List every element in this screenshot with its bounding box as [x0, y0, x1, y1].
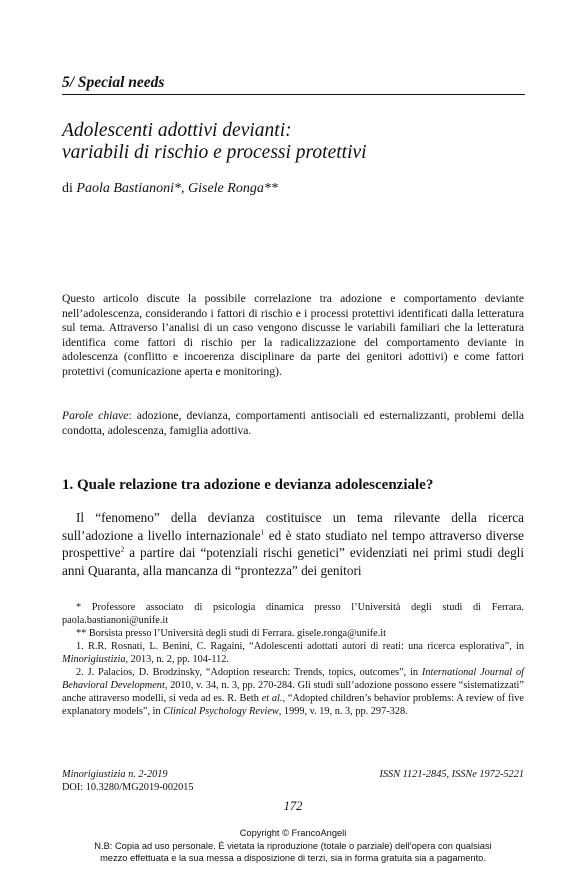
footnote-2: [62, 666, 524, 718]
section-header: 5/ Special needs: [62, 74, 525, 95]
footnote-author-1: * Professore associato di psicologia dinamica presso l’Università degli studi di Ferrara. paola.bastianoni@unife.it: [62, 602, 524, 626]
section-heading: 1. Quale relazione tra adozione e devianza adolescenziale?: [62, 477, 434, 493]
copyright-line-3: mezzo effettuata e la sua messa a disposizione di terzi, sia in forma gratuita sia a pagamento.: [100, 853, 486, 863]
abstract: Questo articolo discute la possibile correlazione tra adozione e comportamento deviante nell’adolescenza, considerando i fattori di rischio e i processi protettivi identificati dalla letteratura sul tema. Attraverso l’analisi di un caso vengono discusse le variabili familiari che la letteratura identifica come fattori di rischio per la radicalizzazione del comportamento deviante in adolescenza (conflitto e incoerenza disciplinare da parte dei genitori adottivi) e come fattori protettivi (comunicazione aperta e monitoring).: [62, 292, 524, 378]
article-title: [62, 120, 532, 164]
footnote-1: [62, 640, 524, 666]
title-line-1: Adolescenti adottivi devianti:: [62, 120, 292, 141]
paragraph-text: ed è stato studiato nel tempo attraverso diverse prospettive: [62, 527, 524, 560]
copyright-line-2: N.B: Copia ad uso personale. È vietata la riproduzione (totale o parziale) dell’opera con qualsiasi: [94, 840, 492, 851]
footnote-ref-1[interactable]: 1: [260, 527, 265, 537]
footnote-ref-2[interactable]: 2: [120, 544, 125, 554]
issn: ISSN 1121-2845, ISSNe 1972-5221: [379, 769, 524, 780]
footnote-etal: et al.: [261, 693, 283, 704]
footnote-journal: Clinical Psychology Review: [163, 706, 279, 717]
journal-name: Minorigiustizia n. 2-2019: [62, 769, 168, 780]
title-line-2: variabili di rischio e processi protettivi: [62, 142, 367, 163]
footnote-text: 2. J. Palacios, D. Brodzinsky, “Adoption research: Trends, topics, outcomes”, in: [76, 667, 422, 678]
keywords: [62, 409, 524, 438]
doi[interactable]: DOI: 10.3280/MG2019-002015: [62, 781, 194, 793]
page-number: 172: [283, 799, 303, 813]
footnote-journal: Minorigiustizia: [62, 654, 126, 665]
paragraph-text: Il “fenomeno” della devianza costituisce un tema rilevante della ricerca sull’adozione a livello internazionale: [62, 510, 524, 543]
body-text: [62, 509, 524, 579]
paragraph-text: a partire dai “potenziali rischi genetici” evidenziati nei primi studi degli anni Quaranta, alla mancanza di “prontezza” dei genitori: [62, 545, 524, 578]
keywords-label: Parole chiave: [62, 409, 129, 422]
author-names: Paola Bastianoni*, Gisele Ronga**: [76, 181, 278, 196]
footnote-text: , “Adopted children’s behavior problems: A review of five explanatory models”, in: [62, 693, 524, 717]
paragraph: [62, 509, 524, 579]
footnote-author-2: ** Borsista presso l’Università degli studi di Ferrara. gisele.ronga@unife.it: [76, 628, 387, 639]
footnote-text: , 2013, n. 2, pp. 104-112.: [125, 654, 229, 665]
copyright-notice: [0, 827, 586, 865]
footnote-journal: International Journal of Behavioral Development: [62, 667, 524, 691]
footnote-text: 1. R.R. Rosnati, L. Benini, C. Ragaini, “Adolescenti adottati autori di reati: una ricerca esplorativa”, in: [76, 641, 524, 652]
footnote-text: , 2010, v. 34, n. 3, pp. 270-284. Gli studi sull’adozione possono essere “sistematizzati” anche attraverso modelli, si veda ad es. R. Beth: [62, 680, 524, 704]
authors: [62, 181, 278, 197]
footnote-text: , 1999, v. 19, n. 3, pp. 297-328.: [278, 706, 408, 717]
copyright-line-1: Copyright © FrancoAngeli: [239, 828, 347, 838]
authors-prefix: di: [62, 181, 77, 196]
keywords-text: : adozione, devianza, comportamenti antisociali ed esternalizzanti, problemi della condotta, adolescenza, famiglia adottiva.: [62, 409, 524, 437]
footnotes: [62, 601, 524, 718]
journal-info: [62, 769, 194, 794]
